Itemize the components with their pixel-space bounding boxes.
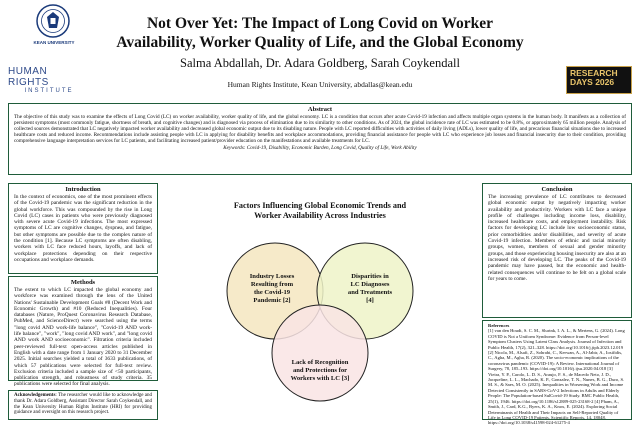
acknowledgements-text: : The researcher would like to acknowledge and thank Dr. Adara Goldberg, Assistant Director Sarah Coykendall, and the Kean University Human Rights Institute (HRI) for providing guidance and oversight on this research project. xyxy=(14,393,152,416)
introduction-heading: Introduction xyxy=(65,186,101,193)
title-line-2: Availability, Worker Quality of Life, and the Global Economy xyxy=(116,34,524,51)
circle1-line4: Pandemic [2] xyxy=(253,297,291,304)
abstract-text: The objective of this study was to examine the effects of Long Covid (LC) on worker availability, worker quality of life, and the global economy. LC is a condition that occurs after acute Covid-19 infection and affects multiple organ systems in the human body. It manifests as a collection of persistent symptoms (most commonly fatigue, shortness of breath, and cognitive changes) and is diagnosed via process of elimination due to its similarity to other conditions. As of 2024, the global incidence rate of LC was estimated to be 0.8%, or approximately 65 million people. Analysis of collected sources demonstrated that LC negatively impacted worker availability and decreased global economic output due to its disabling nature. People with LC reported difficulties with activities of daily living (ADLs), lower quality of life, and precarious financial situations due to increased healthcare costs and reduced income. Recommendations include assisting people with LC in applying for disability benefits and workplace accommodations, providing financial assistance for people with LC who experience job losses and financial insecurity due to their condition, providing comprehensive language interpretation services for LC patients, and facilitating increased patient/provider education on the manifestations and available treatments for LC. xyxy=(14,114,626,145)
abstract-heading: Abstract xyxy=(307,106,333,113)
poster-header xyxy=(0,0,640,100)
hr-logo-main-text: HUMAN RIGHTS xyxy=(8,66,49,88)
authors: Salma Abdallah, Dr. Adara Goldberg, Sarah Coykendall xyxy=(180,56,460,70)
circle-label-lack-of-recognition xyxy=(280,359,360,383)
research-days-line-2: DAYS 2026 xyxy=(570,77,615,87)
circle2-line2: LC Diagnoses xyxy=(350,281,390,288)
introduction-text: In the context of economics, one of the most prominent effects of the Covid-19 pandemic was the significant reduction in the global workforce. This was compounded by the rise in Long Covid (LC) cases in patients who were previously diagnosed with severe acute Covid-19 infections. The most expressed symptoms of LC are cognitive changes, dyspnea, and fatigue, but other symptoms are possible due to the complex nature of the condition [1]. Because LC symptoms are often disabling, workers with LC face reduced hours, layoffs, and lack of workplace protections depending on their respective occupations and workplace demands. xyxy=(14,194,152,263)
references-section xyxy=(482,320,632,426)
introduction-section xyxy=(8,183,158,274)
circle3-line2: and Protections for xyxy=(292,367,348,374)
human-rights-institute-logo xyxy=(8,66,90,94)
research-days-logo xyxy=(566,66,632,94)
circle-label-disparities xyxy=(337,273,403,305)
conclusion-section xyxy=(482,183,632,318)
abstract-section xyxy=(8,103,632,175)
conclusion-heading: Conclusion xyxy=(541,186,573,193)
affiliation: Human Rights Institute, Kean University, abdallas@kean.edu xyxy=(227,80,413,89)
methods-section xyxy=(8,276,158,388)
references-text: [1] van den Houdt, S. C. M., Slurink, I. A. L., & Mertens, G. (2024). Long COVID is Not a Uniform Syndrome: Evidence from Person-level Symptom Clusters Using Latent Class Analysis. Journal of Infection and Public Health, 17(2), 321–328. https://doi.org/10.1016/j.jiph.2023.12.019 [2] Nicola, M., Alsafi, Z., Sohrabi, C., Kerwan, A., Al-Jabir, A., Iosifidis, C., Agha, M., Agha, R. (2020). The socio-economic implications of the coronavirus pandemic (COVID-19): A Review. International Journal of Surgery, 78, 185–193. https://doi.org/10.1016/j.ijsu.2020.04.018 [3] Vieira, Y. P., Carolo, L. D. S., Araujo, F. S., de Macedo Neto, J. D., Jacqueline, L. L., Machado, K. P., Gonzalez, T. N., Nunes, B. G., Duro, S. M. S., & Saes, M. O. (2025). Inequalities in Worsening Work and Income Detected Consistently in SARS-CoV-2 Infections in Adults and Elderly People: The Population-based SulCovid-19 Study. BMC Public Health, 25(1), 1946. https://doi.org/10.1186/s12889-025-23168-2 [4] Pham, A., Smith, J., Card, K.G., Byers, K. A., Knox, E. (2024). Exploring Social Determinants of Health and Their Impacts on Self-Reported Quality of Life in Long COVID-19 Patients. Scientific Reports, 14, 18048. https://doi.org/10.1038/s41598-024-61275-4 xyxy=(488,328,625,426)
acknowledgements-heading: Acknowledgements xyxy=(14,393,56,398)
methods-heading: Methods xyxy=(70,279,96,286)
circle2-line3: and Treatments xyxy=(347,289,393,296)
circle3-line1: Lack of Recognition xyxy=(291,359,349,366)
kean-university-seal-icon xyxy=(36,4,70,38)
circle1-line3: the Covid-19 xyxy=(253,289,291,296)
acknowledgements-section xyxy=(8,390,158,420)
references-body xyxy=(483,321,631,426)
kean-logo-text: KEAN UNIVERSITY xyxy=(33,40,75,45)
circle3-line3: Workers with LC [3] xyxy=(290,375,350,382)
circle1-line1: Industry Losses xyxy=(249,273,295,280)
poster-title xyxy=(95,14,545,52)
methods-text: The extent to which LC impacted the global economy and workforce was examined through the lens of the United Nations' Sustainable Development Goals #8 (Decent Work and Economic Growth) and #10 (Reduced Inequalities). Four databases (Nature, ProQuest Coronavirus Research Database, PubMed, and ScienceDirect) were searched using the terms "long covid AND work-life balance", "Covid-19 AND work-life balance", "work", "long covid AND work", and "long covid AND work AND socioeconomic". Filtration criteria included peer-reviewed full-text open-access articles published in English with a date range from 1 January 2020 to 31 December 2025. Initial searches yielded a total of 3633 publications, of which 57 publications were selected for full-text review. Exclusion criteria included a sample size of <50 participants, publication strength, and robustness of study criteria. 35 publications were selected for final analysis. xyxy=(14,287,152,388)
figure-title-line-2: Worker Availability Across Industries xyxy=(254,211,386,220)
hr-logo-sub-text: INSTITUTE xyxy=(24,88,74,94)
circle1-line2: Resulting from xyxy=(250,281,294,288)
keywords: Keywords: Covid-19, Disability, Economic Burden, Long Covid, Quality of Life, Work Ability xyxy=(223,145,417,152)
circle2-line4: [4] xyxy=(366,297,374,304)
circle-label-industry-losses xyxy=(237,273,307,305)
research-days-line-1: RESEARCH xyxy=(570,68,618,78)
acknowledgements-body xyxy=(9,391,157,416)
venn-circle-lack-of-recognition xyxy=(272,305,368,401)
center-figure xyxy=(165,183,475,420)
title-line-1: Not Over Yet: The Impact of Long Covid on Worker xyxy=(146,15,494,32)
circle2-line1: Disparities in xyxy=(351,273,389,280)
figure-title xyxy=(185,201,455,221)
conclusion-text: The increasing prevalence of LC contributes to decreased global economic output by negatively impacting worker availability and productivity. Workers with LC face a unique profile of challenges including income loss, disability, increased healthcare costs, and employment instability. Risk factors for developing LC include low socioeconomic status, prior comorbidities and/or disabilities, and severity of acute Covid-19 infection. Members of ethnic and racial minority groups, women, members of sexual and gender minority groups, and those experiencing housing insecurity are also at an increased risk of developing LC. The peaks of the Covid-19 pandemic may have passed, but the economic and health-related consequences will continue to be felt on a global scale for years to come. xyxy=(488,194,626,282)
references-heading: References xyxy=(488,323,510,328)
figure-title-line-1: Factors Influencing Global Economic Trends and xyxy=(233,201,407,210)
